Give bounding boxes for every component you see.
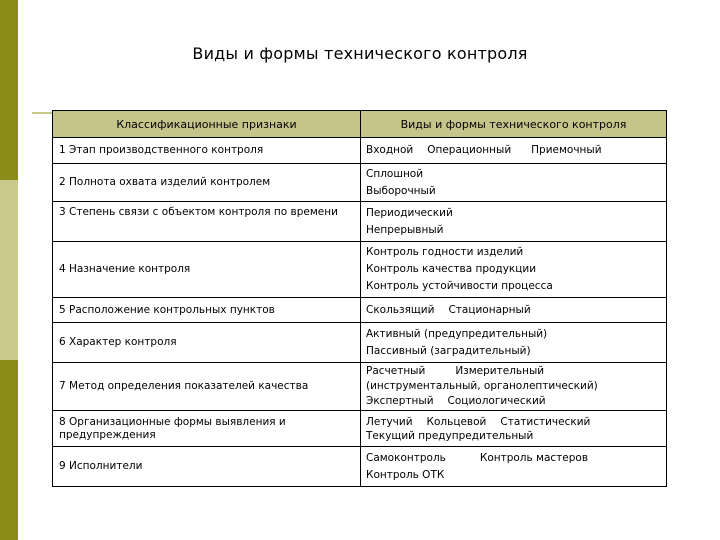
forms-line: [366, 364, 662, 379]
table-row: [53, 447, 667, 487]
form-item: Экспертный: [366, 395, 434, 407]
form-item: Активный (предупредительный): [366, 327, 548, 340]
form-item: Пассивный (заградительный): [366, 344, 531, 357]
forms-line: [366, 244, 662, 261]
table-row: [53, 323, 667, 363]
forms-line: [366, 415, 662, 429]
form-item: Статистический: [500, 415, 591, 428]
form-item: Выборочный: [366, 184, 436, 197]
form-item: Текущий предупредительный: [366, 429, 534, 442]
feature-cell: 2 Полнота охвата изделий контролем: [53, 164, 361, 202]
header-classification: Классификационные признаки: [53, 111, 361, 138]
forms-cell: [361, 323, 667, 363]
feature-cell: 9 Исполнители: [53, 447, 361, 487]
form-item: Контроль качества продукции: [366, 263, 537, 275]
side-accent-bar-middle: [0, 180, 18, 360]
form-item: Контроль устойчивости процесса: [366, 280, 553, 292]
form-item: Операционный: [427, 144, 512, 156]
feature-cell: 4 Назначение контроля: [53, 242, 361, 298]
forms-line: [366, 467, 662, 484]
form-item: Периодический: [366, 206, 453, 219]
forms-line: [366, 183, 662, 200]
forms-line: [366, 429, 662, 443]
form-item: Самоконтроль: [366, 451, 446, 464]
feature-cell: 7 Метод определения показателей качества: [53, 363, 361, 411]
form-item: Социологический: [447, 395, 546, 407]
slide-title: Виды и формы технического контроля: [192, 44, 528, 63]
feature-cell: 6 Характер контроля: [53, 323, 361, 363]
forms-line: [366, 326, 662, 343]
table-header-row: [53, 111, 667, 138]
side-accent-bar-top: [0, 0, 18, 180]
forms-line: [366, 166, 662, 183]
form-item: Сплошной: [366, 167, 424, 180]
forms-cell: [361, 138, 667, 164]
forms-line: [366, 343, 662, 360]
forms-cell: [361, 447, 667, 487]
form-item: Контроль мастеров: [479, 451, 589, 464]
form-item: Контроль годности изделий: [366, 246, 524, 258]
form-item: Скользящий: [366, 303, 435, 316]
forms-line: [366, 278, 662, 295]
forms-line: [366, 379, 662, 394]
table-row: [53, 411, 667, 447]
feature-cell: 5 Расположение контрольных пунктов: [53, 298, 361, 323]
form-item: Кольцевой: [426, 415, 487, 428]
form-item: (инструментальный, органолептический): [366, 380, 598, 392]
table-row: [53, 202, 667, 242]
forms-cell: [361, 242, 667, 298]
feature-cell: 8 Организационные формы выявления и предупреждения: [53, 411, 361, 447]
form-item: Стационарный: [448, 303, 531, 316]
forms-cell: [361, 298, 667, 323]
header-forms: Виды и формы технического контроля: [361, 111, 667, 138]
forms-line: [366, 142, 662, 159]
form-item: Измерительный: [455, 365, 545, 377]
forms-line: [366, 450, 662, 467]
forms-line: [366, 302, 662, 319]
feature-cell: 3 Степень связи с объектом контроля по времени: [53, 202, 361, 242]
table-row: [53, 363, 667, 411]
forms-line: [366, 222, 662, 239]
form-item: Входной: [366, 144, 414, 156]
table-row: [53, 138, 667, 164]
forms-line: [366, 205, 662, 222]
forms-line: [366, 394, 662, 409]
forms-cell: [361, 202, 667, 242]
forms-cell: [361, 363, 667, 411]
form-item: Контроль ОТК: [366, 468, 445, 481]
table-row: [53, 164, 667, 202]
forms-cell: [361, 164, 667, 202]
form-item: Расчетный: [366, 365, 426, 377]
form-item: Приемочный: [531, 144, 602, 156]
table-row: [53, 242, 667, 298]
form-item: Летучий: [366, 415, 413, 428]
form-item: Непрерывный: [366, 223, 444, 236]
side-accent-bar-bottom: [0, 360, 18, 540]
control-types-table: [52, 110, 667, 487]
forms-line: [366, 261, 662, 278]
feature-cell: 1 Этап производственного контроля: [53, 138, 361, 164]
forms-cell: [361, 411, 667, 447]
table-row: [53, 298, 667, 323]
